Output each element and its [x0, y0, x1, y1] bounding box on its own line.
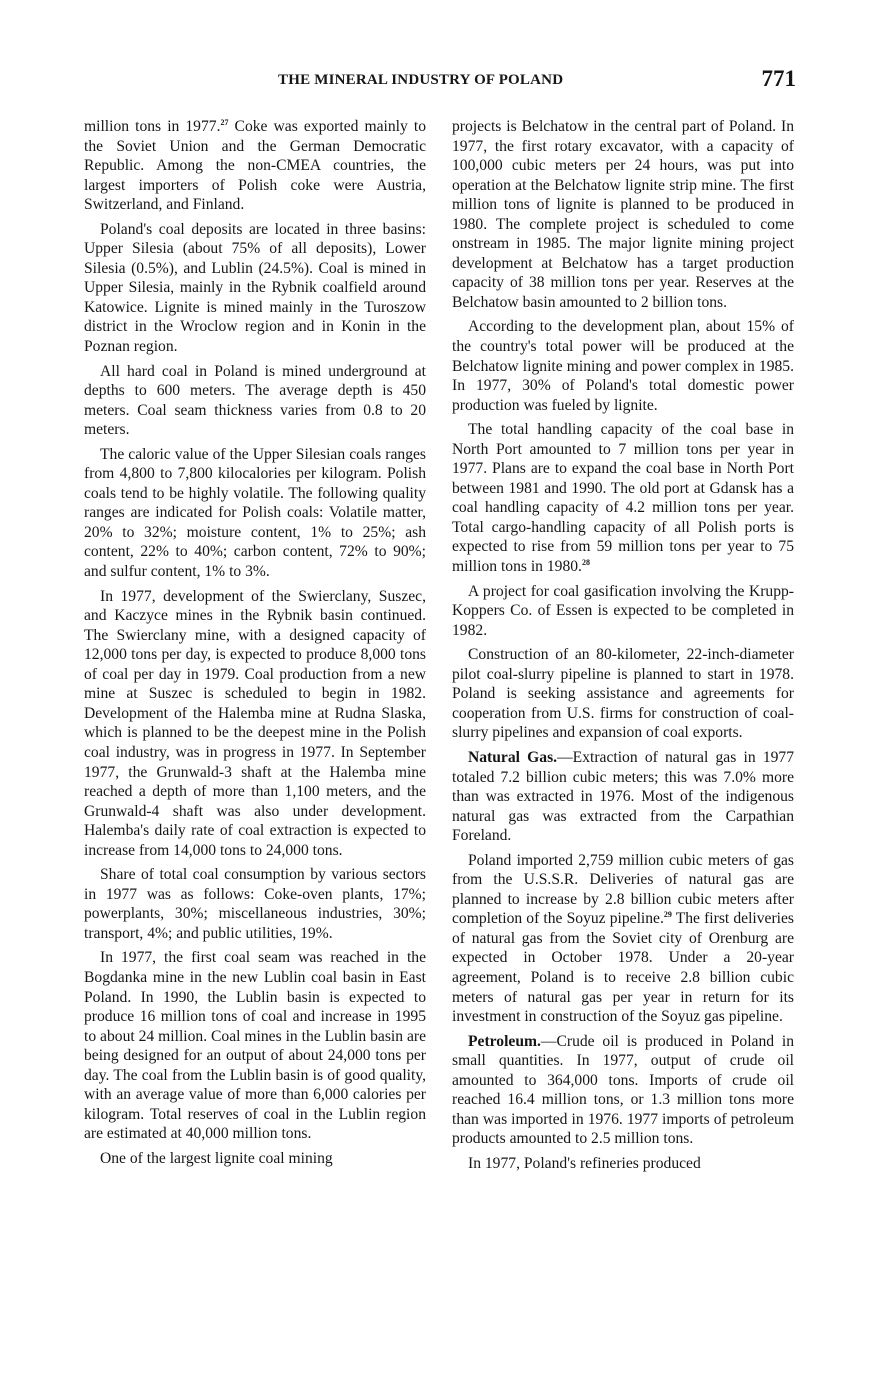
paragraph: All hard coal in Poland is mined underground at depths to 600 meters. The average depth is 450 meters. Coal seam thickness varies from 0.8 to 20 meters. — [84, 362, 426, 439]
footnote-ref: 29 — [663, 910, 672, 920]
page-number: 771 — [761, 66, 796, 91]
paragraph — [452, 420, 794, 576]
paragraph: In 1977, Poland's refineries produced — [468, 1154, 701, 1172]
paragraph: In 1977, the first coal seam was reached in the Bogdanka mine in the new Lublin coal basin in East Poland. In 1990, the Lublin basin is expected to produce 16 million tons of coal and increase in 1995 to about 24 million. Coal mines in the Lublin basin are being designed for an output of about 24,000 tons per day. The coal from the Lublin basin is of good quality, with an average value of more than 6,000 calories per kilogram. Total reserves of coal in the Lublin region are estimated at 40,000 million tons. — [84, 949, 426, 1143]
paragraph: In 1977, development of the Swierclany, Suszec, and Kaczyce mines in the Rybnik basin continued. The Swierclany mine, with a designed capacity of 12,000 tons per day, is expected to produce 8,000 tons of coal per day in 1979. Coal production from a new mine at Suszec is scheduled to begin in 1982. Development of the Halemba mine at Rudna Slaska, which is planned to be the deepest mine in the Polish coal industry, was in progress in 1977. In September 1977, the Grunwald-3 shaft at the Halemba mine reached a depth of more than 1,100 meters, and the Grunwald-4 shaft was also under development. Halemba's daily rate of coal extraction is expected to increase from 14,000 tons to 24,000 tons. — [84, 587, 426, 859]
paragraph-text: Coke was exported mainly to the Soviet Union and the German Democratic Republic. Among the non-CMEA countries, the largest importers of Polish coke were Austria, Switzerland, and Finland. — [84, 118, 426, 214]
right-column — [452, 117, 794, 1173]
section-heading: Petroleum. — [468, 1032, 541, 1050]
paragraph: One of the largest lignite coal mining — [100, 1149, 333, 1167]
paragraph-text: The first deliveries of natural gas from the Soviet city of Orenburg are expected in October 1978. Under a 20-year agreement, Poland is to receive 2.8 billion cubic meters of natural gas per year in return for its investment in construction of the Soyuz gas pipeline. — [452, 910, 794, 1026]
paragraph: A project for coal gasification involving the Krupp-Koppers Co. of Essen is expected to be completed in 1982. — [452, 582, 794, 639]
paragraph: The caloric value of the Upper Silesian coals ranges from 4,800 to 7,800 kilocalories per kilogram. Polish coals tend to be highly volatile. The following quality ranges are indicated for Polish coals: Volatile matter, 20% to 32%; moisture content, 1% to 25%; ash content, 22% to 40%; carbon content, 72% to 90%; and sulfur content, 1% to 3%. — [84, 445, 426, 581]
paragraph: Share of total coal consumption by various sectors in 1977 was as follows: Coke-oven plants, 17%; powerplants, 30%; miscellaneous industries, 30%; transport, 4%; and public utilities, 19%. — [84, 866, 426, 942]
page-header — [84, 66, 796, 98]
paragraph: Poland's coal deposits are located in three basins: Upper Silesia (about 75% of all deposits), Lower Silesia (0.5%), and Lublin (24.5%). Coal is mined in Upper Silesia, mainly in the Rybnik coalfield around Katowice. Lignite is mined mainly in the Turoszow district in the Wroclow region and in Konin in the Poznan region. — [84, 220, 426, 356]
paragraph — [452, 1032, 794, 1149]
paragraph — [452, 748, 794, 846]
left-column — [84, 117, 426, 1168]
paragraph-text: Poland imported 2,759 million cubic meters of gas from the U.S.S.R. Deliveries of natural gas are planned to increase by 2.8 billion cubic meters after completion of the Soyuz pipeline. — [452, 851, 794, 928]
running-title: THE MINERAL INDUSTRY OF POLAND — [278, 72, 564, 88]
paragraph: According to the development plan, about 15% of the country's total power will be produced at the Belchatow lignite mining and power complex in 1985. In 1977, 30% of Poland's total domestic power production was fueled by lignite. — [452, 318, 794, 414]
paragraph-text: —Extraction of natural gas in 1977 totaled 7.2 billion cubic meters; this was 7.0% more than was extracted in 1976. Most of the indigenous natural gas was extracted from the Carpathian Foreland. — [452, 748, 795, 845]
paragraph: projects is Belchatow in the central part of Poland. In 1977, the first rotary excavator, with a capacity of 100,000 cubic meters per 24 hours, was put into operation at the Belchatow lignite strip mine. The first million tons of lignite is planned to be produced in 1980. The complete project is scheduled to come onstream in 1985. The major lignite mining project development at Belchatow has a target production capacity of 38 million tons per year. Reserves at the Belchatow basin amounted to 2 billion tons. — [452, 118, 794, 311]
paragraph — [84, 117, 426, 215]
footnote-ref: 27 — [220, 118, 229, 127]
paragraph — [452, 851, 794, 1027]
paragraph-text: million tons in 1977. — [84, 118, 221, 135]
paragraph-text: —Crude oil is produced in Poland in small quantities. In 1977, output of crude oil amounted to 364,000 tons. Imports of crude oil reached 16.4 million tons, or 1.3 million tons more than was imported in 1976. 1977 imports of petroleum products amounted to 2.5 million tons. — [452, 1032, 794, 1148]
paragraph-text: The total handling capacity of the coal base in North Port amounted to 7 million tons per year in 1977. Plans are to expand the coal base in North Port between 1981 and 1990. The old port at Gdansk has a coal handling capacity of 4.2 million tons per year. Total cargo-handling capacity of all Polish ports is expected to rise from 59 million tons per year to 75 million tons in 1980. — [452, 421, 794, 576]
footnote-ref: 28 — [581, 558, 590, 568]
paragraph: Construction of an 80-kilometer, 22-inch-diameter pilot coal-slurry pipeline is planned to start in 1978. Poland is seeking assistance and agreements for cooperation from U.S. firms for construction of coal-slurry pipelines and expansion of coal exports. — [452, 646, 794, 742]
section-heading: Natural Gas. — [468, 748, 558, 766]
